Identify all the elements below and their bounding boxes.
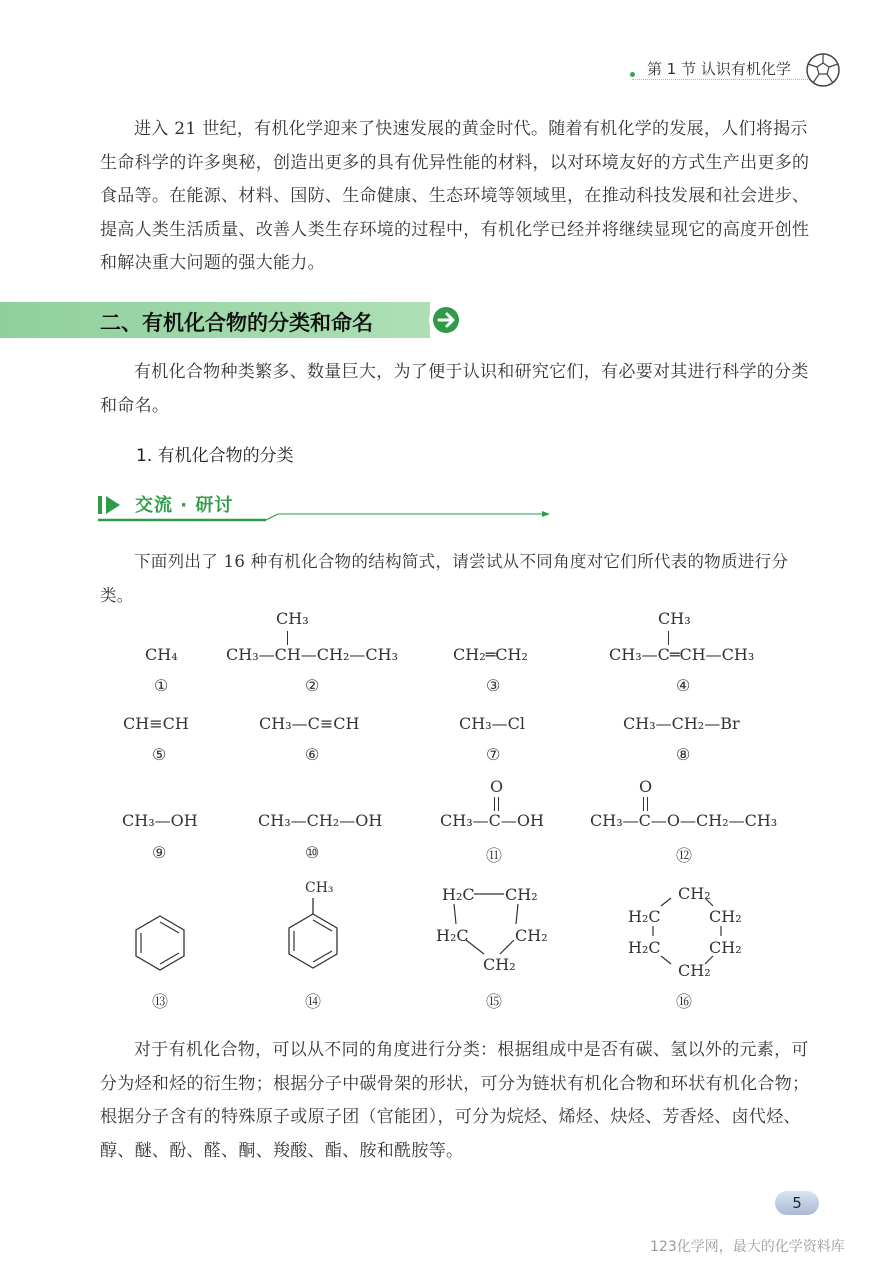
compound-8-formula: CH₃—CH₂—Br bbox=[623, 714, 740, 733]
compound-13-number: ⑬ bbox=[152, 992, 169, 1011]
cyclopentane-c2: CH₂ bbox=[505, 885, 538, 904]
cyclopentane-c5: CH₂ bbox=[483, 955, 516, 974]
cyclopentane-c3: H₂C bbox=[436, 926, 469, 945]
compound-2-branch: CH₃ bbox=[276, 609, 309, 628]
compound-3-number: ③ bbox=[486, 676, 501, 695]
header-rule bbox=[632, 79, 810, 80]
cyclopentane-c1: H₂C bbox=[442, 885, 475, 904]
closing-paragraph: 对于有机化合物，可以从不同的角度进行分类：根据组成中是否有碳、氢以外的元素，可分为烃和烃的衍生物；根据分子中碳骨架的形状，可分为链状有机化合物和环状有机化合物；根据分子含有的特殊原子或原子团（官能团），可分为烷烃、烯烃、炔烃、芳香烃、卤代烃、醇、醚、酚、醛、酮、羧酸、酯、胺和酰胺等。 bbox=[100, 1040, 810, 1161]
compound-12-formula: CH₃—C—O—CH₂—CH₃ bbox=[590, 811, 778, 830]
compound-4-bond bbox=[668, 631, 669, 645]
compound-1-formula: CH₄ bbox=[145, 645, 178, 664]
section-intro: 有机化合物种类繁多、数量巨大，为了便于认识和研究它们，有必要对其进行科学的分类和命名。 bbox=[100, 362, 809, 416]
intro-paragraph: 进入 21 世纪，有机化学迎来了快速发展的黄金时代。随着有机化学的发展，人们将揭示生命科学的许多奥秘，创造出更多的具有优异性能的材料，以对环境友好的方式生产出更多的食品等。在能源、材料、国防、生命健康、生态环境等领域里，在推动科技发展和社会进步、提高人类生活质量、改善人类生存环境的过程中，有机化学已经并将继续显现它的高度开创性和解决重大问题的强大能力。 bbox=[100, 119, 810, 273]
compound-11-oxygen: O bbox=[490, 777, 504, 796]
compound-4-branch: CH₃ bbox=[658, 609, 691, 628]
compound-11-bond-b bbox=[498, 797, 499, 811]
compound-11-formula: CH₃—C—OH bbox=[440, 811, 544, 830]
compound-5-number: ⑤ bbox=[152, 745, 167, 764]
section-title: 二、有机化合物的分类和命名 bbox=[100, 311, 373, 335]
compound-7-formula: CH₃—Cl bbox=[459, 714, 525, 733]
compound-14-methyl: CH₃ bbox=[305, 880, 334, 896]
header-dot bbox=[630, 72, 635, 77]
cyclohexane-c6: CH₂ bbox=[678, 961, 711, 980]
toluene-ring bbox=[283, 896, 343, 974]
cyclopentane-c4: CH₂ bbox=[515, 926, 548, 945]
compound-12-number: ⑫ bbox=[676, 846, 693, 865]
compound-9-formula: CH₃—OH bbox=[122, 811, 198, 830]
compound-10-number: ⑩ bbox=[305, 843, 320, 862]
compound-4-number: ④ bbox=[676, 676, 691, 695]
compound-2-bond bbox=[287, 631, 288, 645]
compound-16-number: ⑯ bbox=[676, 992, 693, 1011]
compound-12-oxygen: O bbox=[639, 777, 653, 796]
fullerene-icon bbox=[805, 52, 841, 88]
compound-3-formula: CH₂═CH₂ bbox=[453, 645, 528, 664]
compound-6-formula: CH₃—C≡CH bbox=[259, 714, 360, 733]
subsection-title: 1. 有机化合物的分类 bbox=[136, 446, 294, 466]
cyclohexane-c3: CH₂ bbox=[709, 907, 742, 926]
compound-7-number: ⑦ bbox=[486, 745, 501, 764]
discussion-title: 交流 · 研讨 bbox=[135, 495, 234, 516]
cyclohexane-c1: CH₂ bbox=[678, 884, 711, 903]
compound-10-formula: CH₃—CH₂—OH bbox=[258, 811, 383, 830]
compound-4-formula: CH₃—C═CH—CH₃ bbox=[609, 645, 755, 664]
arrow-right-icon bbox=[428, 302, 464, 338]
compound-5-formula: CH≡CH bbox=[123, 714, 189, 733]
compound-12-bond-b bbox=[647, 797, 648, 811]
compound-1-number: ① bbox=[154, 676, 169, 695]
page-number: 5 bbox=[775, 1191, 819, 1215]
cyclohexane-c2: H₂C bbox=[628, 907, 661, 926]
compound-6-number: ⑥ bbox=[305, 745, 320, 764]
header-section-title: 第 1 节 认识有机化学 bbox=[647, 60, 791, 78]
compound-11-bond-a bbox=[494, 797, 495, 811]
compound-2-number: ② bbox=[305, 676, 320, 695]
compound-14-number: ⑭ bbox=[305, 992, 322, 1011]
compound-9-number: ⑨ bbox=[152, 843, 167, 862]
compound-8-number: ⑧ bbox=[676, 745, 691, 764]
compound-12-bond-a bbox=[643, 797, 644, 811]
compound-2-formula: CH₃—CH—CH₂—CH₃ bbox=[226, 645, 399, 664]
compound-15-number: ⑮ bbox=[486, 992, 503, 1011]
discussion-prompt: 下面列出了 16 种有机化合物的结构简式，请尝试从不同角度对它们所代表的物质进行分类。 bbox=[100, 552, 789, 605]
cyclohexane-c4: H₂C bbox=[628, 938, 661, 957]
footer-watermark: 123化学网，最大的化学资料库 bbox=[650, 1239, 845, 1255]
compound-11-number: ⑪ bbox=[486, 846, 503, 865]
cyclohexane-c5: CH₂ bbox=[709, 938, 742, 957]
benzene-ring bbox=[130, 912, 190, 974]
